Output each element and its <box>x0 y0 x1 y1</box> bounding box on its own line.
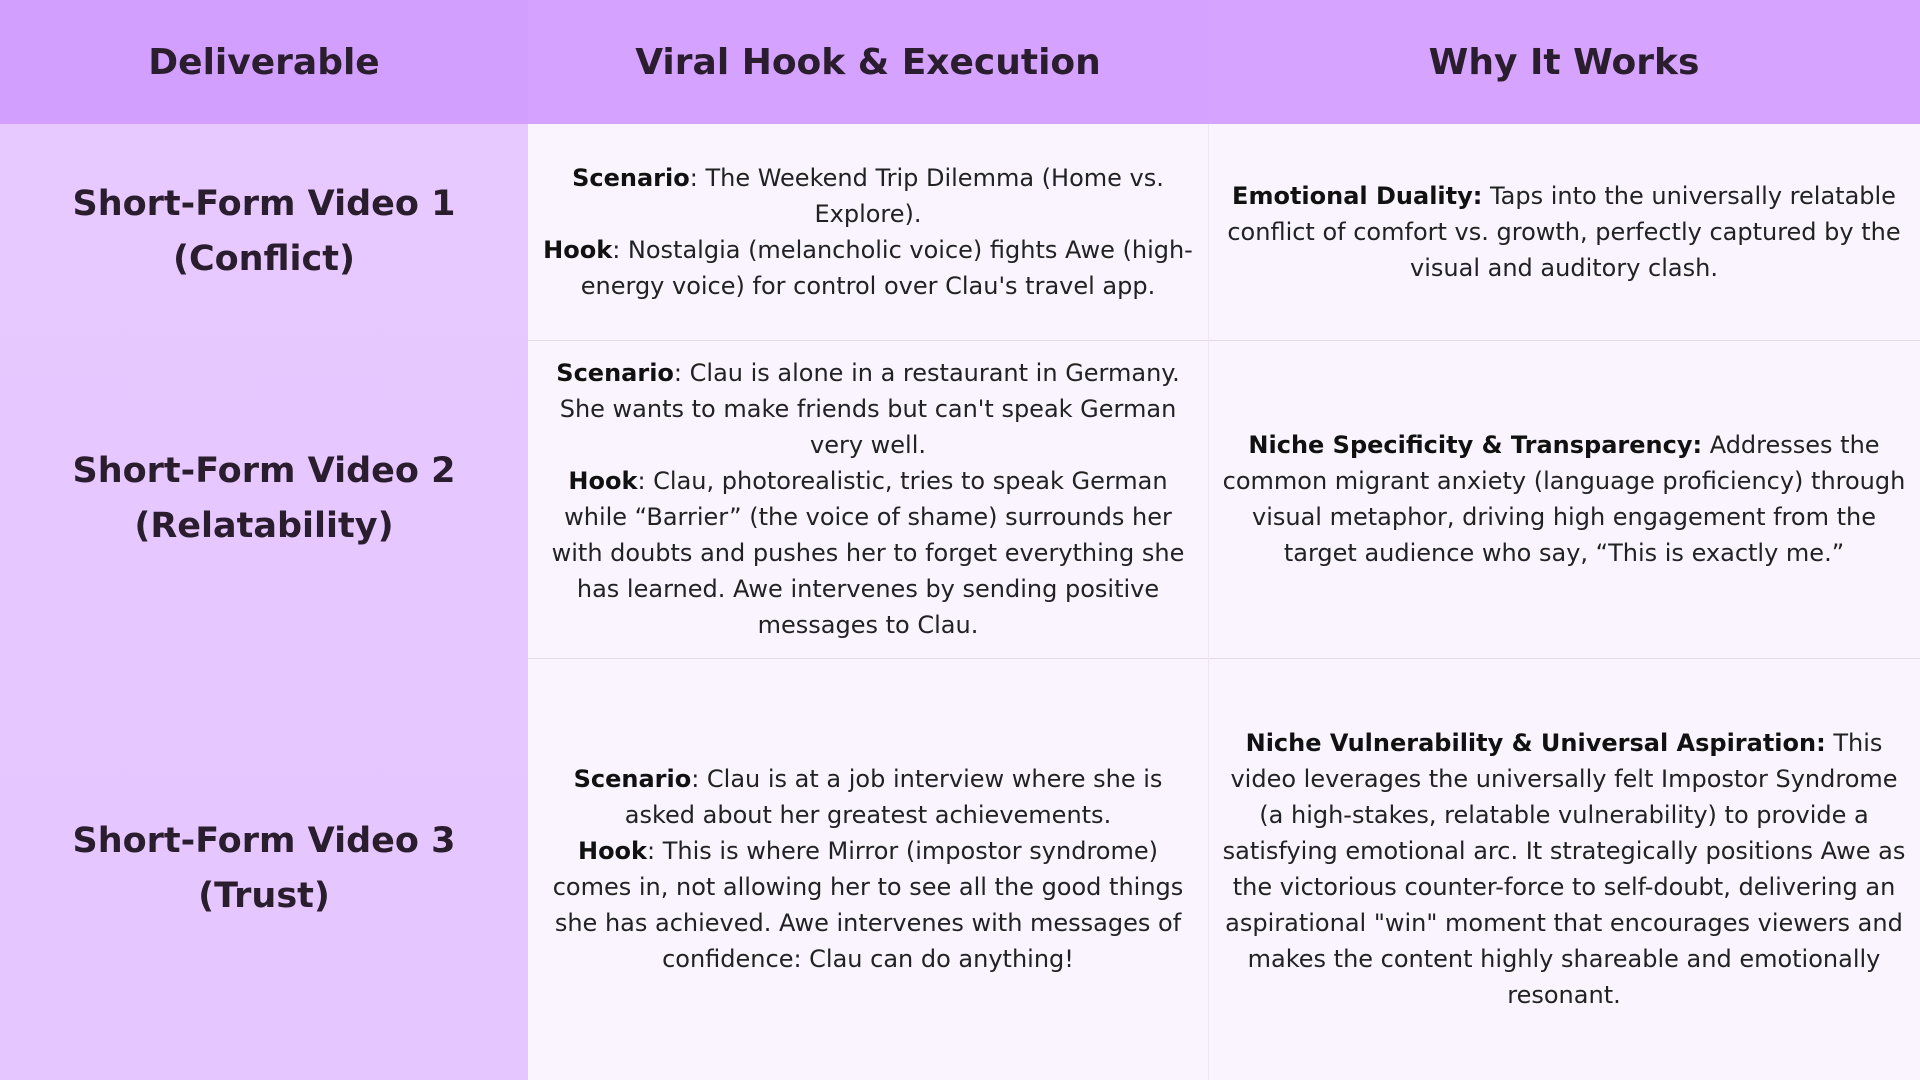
deliverable-title: Short-Form Video 2 <box>72 451 456 491</box>
hook-text: : Nostalgia (melancholic voice) fights Awe (high-energy voice) for control over Clau's travel app. <box>580 236 1193 300</box>
scenario-label: Scenario <box>572 164 690 192</box>
table-header-row <box>0 0 1920 124</box>
deliverable-subtitle: (Relatability) <box>134 506 394 546</box>
deliverable-title: Short-Form Video 3 <box>72 821 456 861</box>
why-label: Niche Vulnerability & Universal Aspiration: <box>1245 729 1826 757</box>
scenario-paragraph <box>542 160 1194 232</box>
table-row-3-deliverable <box>0 658 528 1080</box>
table-row-3-why <box>1208 658 1920 1080</box>
hook-paragraph <box>542 833 1194 977</box>
hook-label: Hook <box>577 837 648 865</box>
table-row-1-why <box>1208 124 1920 340</box>
deliverable-title: Short-Form Video 1 <box>72 184 456 224</box>
scenario-label: Scenario <box>573 765 692 793</box>
hook-label: Hook <box>543 236 613 264</box>
why-label: Emotional Duality: <box>1232 182 1483 210</box>
hook-text: : This is where Mirror (impostor syndrome) comes in, not allowing her to see all the good things she has achieved. Awe intervenes with messages of confidence: Clau can do anything! <box>552 837 1184 973</box>
scenario-paragraph <box>542 761 1194 833</box>
hook-text: : Clau, photorealistic, tries to speak German while “Barrier” (the voice of shame) surrounds her with doubts and pushes her to forget everything she has learned. Awe intervenes by sending positive messages to Clau. <box>551 467 1185 639</box>
table-row-2-deliverable <box>0 340 528 658</box>
hook-paragraph <box>542 463 1194 643</box>
header-deliverable: Deliverable <box>148 41 380 83</box>
deliverable-subtitle: (Conflict) <box>172 239 356 279</box>
why-text: Addresses the common migrant anxiety (language proficiency) through visual metaphor, driving high engagement from the target audience who say, “This is exactly me.” <box>1222 431 1906 567</box>
table-row-2-why <box>1208 340 1920 658</box>
table-row-3-hook <box>528 658 1208 1080</box>
scenario-text: : Clau is at a job interview where she is asked about her greatest achievements. <box>624 765 1163 829</box>
table-row-2-hook <box>528 340 1208 658</box>
scenario-paragraph <box>542 355 1194 463</box>
why-text: Taps into the universally relatable conflict of comfort vs. growth, perfectly captured by the visual and auditory clash. <box>1227 182 1901 282</box>
deliverable-subtitle: (Trust) <box>198 876 330 916</box>
table-row-1-deliverable <box>0 124 528 340</box>
scenario-text: : Clau is alone in a restaurant in Germany. She wants to make friends but can't speak German very well. <box>559 359 1180 459</box>
scenario-label: Scenario <box>556 359 674 387</box>
why-text: This video leverages the universally felt Impostor Syndrome (a high-stakes, relatable vulnerability) to provide a satisfying emotional arc. It strategically positions Awe as the victorious counter-force to self-doubt, delivering an aspirational "win" moment that encourages viewers and makes the content highly shareable and emotionally resonant. <box>1222 729 1906 1009</box>
why-label: Niche Specificity & Transparency: <box>1248 431 1703 459</box>
header-viral-hook: Viral Hook & Execution <box>528 0 1208 124</box>
hook-label: Hook <box>568 467 638 495</box>
scenario-text: : The Weekend Trip Dilemma (Home vs. Explore). <box>689 164 1164 228</box>
hook-paragraph <box>542 232 1194 304</box>
table-row-1-hook <box>528 124 1208 340</box>
header-why-it-works: Why It Works <box>1208 0 1920 124</box>
